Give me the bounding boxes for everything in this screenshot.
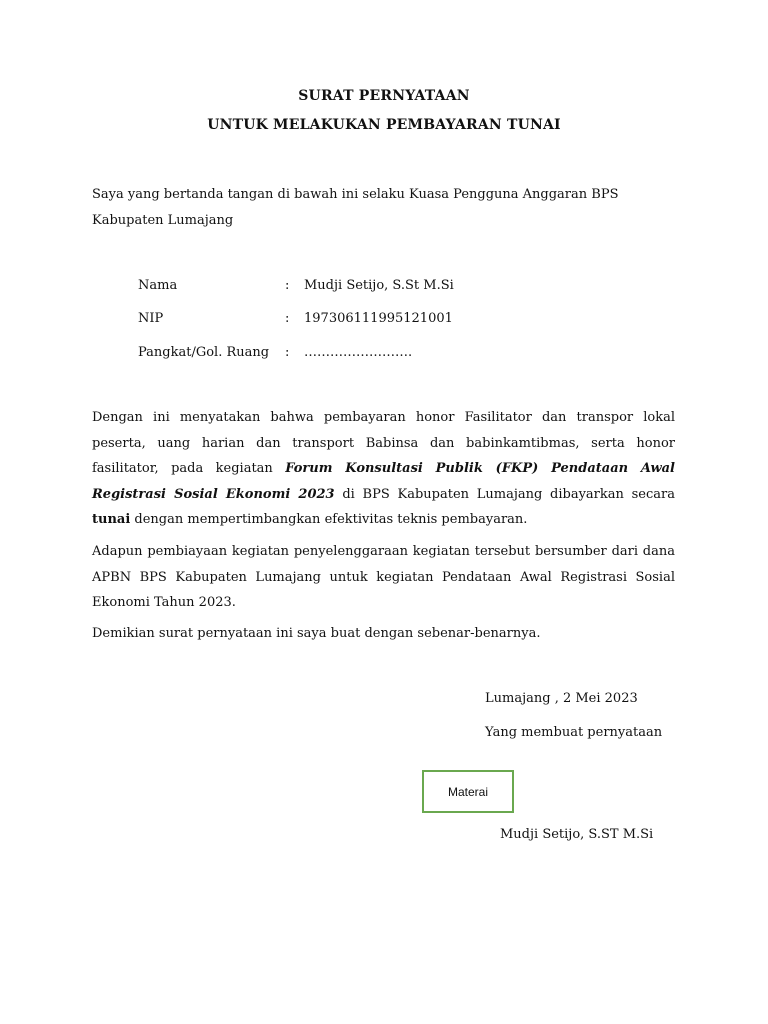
field-value: Mudji Setijo, S.St M.Si [304,278,454,293]
field-label: Nama [138,278,178,293]
statement-paragraph [92,405,675,533]
field-colon: : [285,278,290,293]
closing-paragraph: Demikian surat pernyataan ini saya buat dengan sebenar-benarnya. [92,626,541,641]
field-value: ……………………. [304,345,413,360]
field-value: 197306111995121001 [304,311,453,326]
statement-text-1: Dengan ini menyatakan bahwa pembayaran honor Fasilitator dan transpor lokal peserta, uang harian dan transport Babinsa dan babinkamtibmas, serta honor fasilitator, pada kegiatan [92,410,675,476]
statement-text-2: di BPS Kabupaten Lumajang dibayarkan secara [334,486,675,502]
maker-label: Yang membuat pernyataan [485,725,663,740]
intro-paragraph: Saya yang bertanda tangan di bawah ini selaku Kuasa Pengguna Anggaran BPS Kabupaten Lumajang [92,187,619,228]
place-date: Lumajang , 2 Mei 2023 [485,691,638,706]
funding-paragraph: Adapun pembiayaan kegiatan penyelenggaraan kegiatan tersebut bersumber dari dana APBN BPS Kabupaten Lumajang untuk kegiatan Pendataan Awal Registrasi Sosial Ekonomi Tahun 2023. [92,544,675,610]
signer-name: Mudji Setijo, S.ST M.Si [500,827,654,842]
materai-stamp-box [422,770,514,813]
field-colon: : [285,311,290,326]
statement-text-3: dengan mempertimbangkan efektivitas teknis pembayaran. [130,512,528,527]
field-label: Pangkat/Gol. Ruang [138,345,270,360]
payment-method: tunai [92,512,131,527]
field-label: NIP [138,311,164,326]
document-title: SURAT PERNYATAAN [298,88,470,104]
activity-name: Forum Konsultasi Publik (FKP) Pendataan Awal Registrasi Sosial Ekonomi 2023 [92,461,675,502]
field-colon: : [285,345,290,360]
document-subtitle: UNTUK MELAKUKAN PEMBAYARAN TUNAI [207,117,561,133]
materai-label: Materai [447,784,488,799]
